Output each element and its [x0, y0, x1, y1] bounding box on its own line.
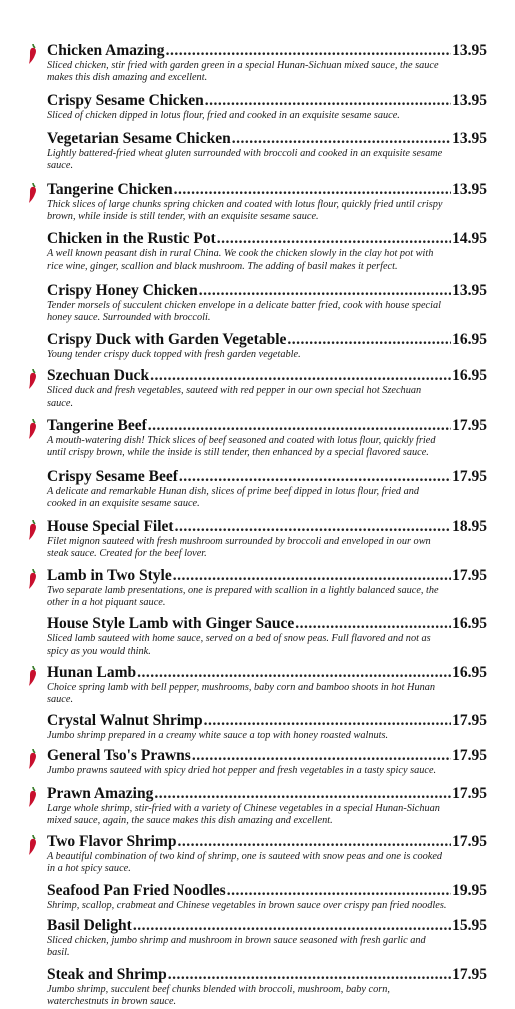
menu-item-title-row — [47, 965, 487, 984]
menu-item-title-row — [47, 129, 487, 148]
menu-item-price: 13.95 — [452, 181, 487, 199]
menu-item-description: Sliced chicken, stir fried with garden green in a special Hunan-Sichuan mixed sauce, the sauce makes this dish amazing and excellent. — [47, 60, 439, 84]
dot-leader — [137, 663, 451, 682]
menu-item-name: Crispy Honey Chicken — [47, 281, 198, 299]
menu-item — [0, 330, 515, 361]
menu-item-title-row — [47, 229, 487, 248]
chili-pepper-icon — [26, 834, 40, 856]
menu-item — [0, 881, 515, 912]
menu-item-description: Tender morsels of succulent chicken envelope in a delicate batter fried, cook with house special honey sauce. Surrounded with broccoli. — [47, 299, 441, 324]
menu-item-name: Chicken Amazing — [47, 42, 165, 59]
menu-item-name: Two Flavor Shrimp — [47, 833, 177, 851]
menu-item — [0, 663, 515, 706]
menu-item-title-row — [47, 832, 487, 851]
dot-leader — [295, 614, 451, 633]
menu-item-description: Sliced chicken, jumbo shrimp and mushroom in brown sauce seasoned with fresh garlic and basil. — [47, 934, 426, 958]
menu-item — [0, 832, 515, 875]
dot-leader — [205, 91, 451, 110]
menu-item-title-row — [47, 746, 487, 765]
dot-leader — [179, 467, 451, 486]
menu-item-description: Large whole shrimp, stir-fried with a variety of Chinese vegetables in a special Hunan-Sichuan mixed sauce, again, the sauce makes this dish amazing and excellent. — [47, 802, 440, 826]
menu-item-title-row — [47, 330, 487, 349]
menu-item-price: 17.95 — [452, 784, 487, 802]
menu-item — [0, 784, 515, 827]
menu-item-price: 16.95 — [452, 367, 487, 385]
menu-item-title-row — [47, 663, 487, 682]
dot-leader — [150, 366, 451, 385]
dot-leader — [174, 180, 452, 199]
menu-item-description: Sliced duck and fresh vegetables, sauteed with red pepper in our own special hot Szechuan sauce. — [47, 385, 422, 409]
menu-item-name: Hunan Lamb — [47, 663, 137, 681]
menu-item-name: House Style Lamb with Ginger Sauce — [47, 615, 295, 633]
menu-item-description: Thick slices of large chunks spring chicken and coated with lotus flour, quickly fried until crispy brown, while inside is still tender, with an exquisite sesame sauce. — [47, 199, 443, 223]
chili-pepper-icon — [26, 43, 40, 65]
menu-item-description: Choice spring lamb with bell pepper, mushrooms, baby corn and bamboo shoots in hot Hunan sauce. — [47, 681, 436, 706]
menu-item-description: Sliced lamb sauteed with home sauce, served on a bed of snow peas. Full flavored and not as spicy as you would think. — [47, 633, 431, 657]
menu-item — [0, 566, 515, 609]
dot-leader — [154, 784, 451, 803]
menu-item-name: General Tso's Prawns — [47, 747, 191, 765]
menu-item — [0, 129, 515, 172]
menu-item-title-row — [47, 467, 487, 486]
menu-item-name: Chicken in the Rustic Pot — [47, 230, 216, 248]
menu-item-description: Lightly battered-fried wheat gluten surrounded with broccoli and cooked in an exquisite sesame sauce. — [47, 147, 443, 171]
menu-item-description: Sliced of chicken dipped in lotus flour, fried and cooked in an exquisite sesame sauce. — [47, 110, 400, 122]
dot-leader — [177, 832, 451, 851]
menu-item — [0, 711, 515, 742]
menu-item-name: Steak and Shrimp — [47, 966, 167, 984]
menu-item-name: Seafood Pan Fried Noodles — [47, 881, 226, 899]
dot-leader — [175, 517, 452, 536]
dot-leader — [232, 129, 451, 148]
menu-item-description: Two separate lamb presentations, one is prepared with scallion in a lightly balanced sauce, the other in a hot piquant sauce. — [47, 585, 439, 609]
menu-item-description: Jumbo shrimp, succulent beef chunks blended with broccoli, mushroom, baby corn, waterchestnuts in brown sauce. — [47, 984, 390, 1008]
menu-item-name: Basil Delight — [47, 916, 132, 934]
menu-item — [0, 517, 515, 560]
dot-leader — [168, 965, 451, 984]
menu-item-title-row — [47, 91, 487, 110]
menu-item — [0, 965, 515, 1008]
menu-item-name: Prawn Amazing — [47, 784, 154, 802]
menu-list — [0, 36, 515, 1009]
menu-item — [0, 180, 515, 223]
menu-item — [0, 416, 515, 459]
menu-item-price: 17.95 — [452, 747, 487, 765]
menu-item-price: 17.95 — [452, 712, 487, 730]
menu-item-price: 15.95 — [452, 916, 487, 934]
menu-item-description: Jumbo prawns sauteed with spicy dried hot pepper and fresh vegetables in a tasty spicy sauce. — [47, 765, 437, 777]
menu-item-title-row — [47, 366, 487, 385]
menu-item — [0, 281, 515, 324]
dot-leader — [173, 566, 451, 585]
chili-pepper-icon — [26, 519, 40, 541]
menu-item-price: 13.95 — [452, 281, 487, 299]
dot-leader — [227, 881, 451, 900]
menu-item-name: Tangerine Chicken — [47, 181, 173, 199]
menu-item-price: 17.95 — [452, 833, 487, 851]
menu-item-price: 16.95 — [452, 331, 487, 349]
dot-leader — [148, 416, 451, 435]
menu-item-price: 18.95 — [452, 517, 487, 535]
menu-item-title-row — [47, 881, 487, 900]
menu-item — [0, 41, 515, 84]
menu-item — [0, 746, 515, 777]
menu-item-name: House Special Filet — [47, 517, 174, 535]
menu-item-title-row — [47, 916, 487, 935]
menu-item-price: 19.95 — [452, 881, 487, 899]
chili-pepper-icon — [26, 182, 40, 204]
menu-item-price: 13.95 — [452, 92, 487, 110]
menu-item-name: Tangerine Beef — [47, 416, 147, 434]
menu-item-title-row — [47, 41, 487, 60]
menu-item-description: Young tender crispy duck topped with fresh garden vegetable. — [47, 349, 301, 361]
menu-item-price: 17.95 — [452, 567, 487, 585]
menu-item-price: 16.95 — [452, 615, 487, 633]
menu-item-name: Szechuan Duck — [47, 367, 150, 385]
menu-item-description: A beautiful combination of two kind of shrimp, one is sauteed with snow peas and one is cooked in a hot spicy sauce. — [47, 851, 443, 875]
menu-item-description: A delicate and remarkable Hunan dish, slices of prime beef dipped in lotus flour, fried and cooked in an exquisite sesame sauce. — [47, 486, 420, 510]
dot-leader — [204, 711, 452, 730]
dot-leader — [166, 41, 452, 60]
chili-pepper-icon — [26, 418, 40, 440]
chili-pepper-icon — [26, 568, 40, 590]
dot-leader — [192, 746, 451, 765]
menu-item — [0, 467, 515, 510]
menu-item-name: Vegetarian Sesame Chicken — [47, 129, 231, 147]
menu-item-price: 13.95 — [452, 42, 487, 59]
dot-leader — [287, 330, 451, 349]
menu-item-description: Jumbo shrimp prepared in a creamy white sauce a top with honey roasted walnuts. — [47, 730, 389, 742]
menu-item-title-row — [47, 281, 487, 300]
menu-item — [0, 91, 515, 122]
chili-pepper-icon — [26, 665, 40, 687]
dot-leader — [199, 281, 451, 300]
menu-item-price: 17.95 — [452, 966, 487, 984]
menu-item-name: Crispy Sesame Beef — [47, 468, 178, 486]
menu-item-name: Crispy Sesame Chicken — [47, 92, 204, 110]
dot-leader — [217, 229, 451, 248]
menu-item-price: 13.95 — [452, 129, 487, 147]
menu-item-name: Crystal Walnut Shrimp — [47, 712, 203, 730]
chili-pepper-icon — [26, 368, 40, 390]
menu-item-description: A well known peasant dish in rural China. We cook the chicken slowly in the clay hot pot with rice wine, ginger, scallion and black mushroom. The adding of basil makes it perfect. — [47, 248, 434, 272]
menu-item — [0, 366, 515, 409]
menu-item-title-row — [47, 180, 487, 199]
menu-item-title-row — [47, 784, 487, 803]
menu-item-title-row — [47, 614, 487, 633]
menu-item — [0, 614, 515, 657]
menu-item-title-row — [47, 711, 487, 730]
menu-item-description: Filet mignon sauteed with fresh mushroom surrounded by broccoli and enveloped in our own steak sauce. Created for the beef lover. — [47, 535, 431, 559]
menu-item-title-row — [47, 416, 487, 435]
menu-item-name: Lamb in Two Style — [47, 567, 172, 585]
menu-item-description: Shrimp, scallop, crabmeat and Chinese vegetables in brown sauce over crispy pan fried noodles. — [47, 899, 447, 911]
menu-item-price: 16.95 — [452, 663, 487, 681]
dot-leader — [133, 916, 451, 935]
menu-item-price: 17.95 — [452, 416, 487, 434]
menu-item-name: Crispy Duck with Garden Vegetable — [47, 331, 287, 349]
menu-item-price: 14.95 — [452, 230, 487, 248]
menu-item-price: 17.95 — [452, 468, 487, 486]
menu-item — [0, 916, 515, 959]
menu-item — [0, 229, 515, 272]
chili-pepper-icon — [26, 748, 40, 770]
menu-item-title-row — [47, 517, 487, 536]
chili-pepper-icon — [26, 786, 40, 808]
menu-item-description: A mouth-watering dish! Thick slices of beef seasoned and coated with lotus flour, quickly fried until crispy brown, while the inside is still tender, then enhanced by a special flavored sauce. — [47, 434, 436, 459]
menu-item-title-row — [47, 566, 487, 585]
